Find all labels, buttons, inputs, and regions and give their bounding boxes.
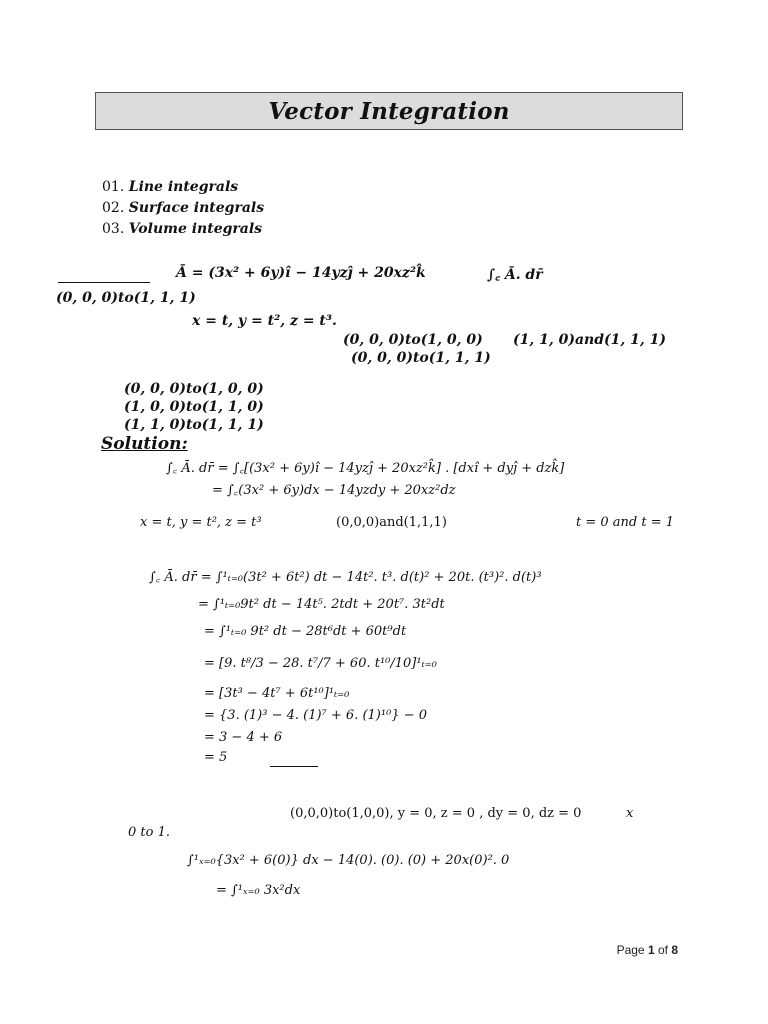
segment-1: (0, 0, 0)to(1, 0, 0) [124,381,264,397]
title-box [95,92,683,130]
path-b: (1, 1, 0)and(1, 1, 1) [513,332,666,348]
t-limits: t = 0 and t = 1 [576,515,675,530]
step-4: = [9. t⁸/3 − 28. t⁷/7 + 60. t¹⁰/10]¹ₜ₌₀ [204,656,437,671]
answer-blank [270,766,318,767]
solution-line-1: ∫꜀ Ā. dr̄ = ∫꜀[(3x² + 6y)î − 14yzĵ + 20xz²k̂] . [dxî + dyĵ + dzk̂] [166,461,565,476]
topic-label: Surface integrals [128,200,265,216]
path-a: (0, 0, 0)to(1, 0, 0) [343,332,483,348]
topic-label: Line integrals [128,179,239,195]
segment-3: (1, 1, 0)to(1, 1, 1) [124,417,264,433]
topic-number: 03. [102,221,125,237]
x-range: 0 to 1. [128,825,170,840]
endpoints: (0, 0, 0)to(1, 1, 1) [56,290,196,306]
step-5: = [3t³ − 4t⁷ + 6t¹⁰]¹ₜ₌₀ [204,686,350,701]
path-c: (0, 0, 0)to(1, 1, 1) [351,350,491,366]
page-title: Vector Integration [268,97,510,125]
topic-item-1 [102,179,238,195]
segment-1-integral: ∫¹ₓ₌₀{3x² + 6(0)} dx − 14(0). (0). (0) + 20x(0)². 0 [187,853,510,868]
step-3: = ∫¹ₜ₌₀ 9t² dt − 28t⁶dt + 60t⁹dt [204,624,407,639]
blank-line [58,282,150,283]
variable-x: x [626,806,634,821]
solution-line-2: = ∫꜀(3x² + 6y)dx − 14yzdy + 20xz²dz [212,483,456,498]
step-6: = {3. (1)³ − 4. (1)⁷ + 6. (1)¹⁰} − 0 [204,708,428,723]
segment-1-simplified: = ∫¹ₓ₌₀ 3x²dx [216,883,301,898]
step-1: ∫꜀ Ā. dr̄ = ∫¹ₜ₌₀(3t² + 6t²) dt − 14t². t³. d(t)² + 20t. (t³)². d(t)³ [149,570,542,585]
step-8: = 5 [204,750,228,765]
vector-field: Ā = (3x² + 6y)î − 14yzĵ + 20xz²k̂ [176,265,426,281]
topic-item-2 [102,200,264,216]
step-7: = 3 − 4 + 6 [204,730,283,745]
solution-heading: Solution: [101,434,188,454]
parametric-curve: x = t, y = t², z = t³. [192,313,337,329]
step-2: = ∫¹ₜ₌₀9t² dt − 14t⁵. 2tdt + 20t⁷. 3t²dt [198,597,445,612]
segment-2: (1, 0, 0)to(1, 1, 0) [124,399,264,415]
topic-item-3 [102,221,262,237]
page-indicator: Page 1 of 8 [616,943,678,957]
current-page: 1 [647,943,655,957]
topic-number: 02. [102,200,125,216]
line-integral: ∫꜀ Ā. dr̄ [487,267,543,283]
substitution: x = t, y = t², z = t³ [140,515,262,530]
topic-number: 01. [102,179,125,195]
substitution-limits: (0,0,0)and(1,1,1) [336,515,447,530]
topic-label: Volume integrals [128,221,263,237]
total-pages: 8 [671,943,678,957]
segment-1-conditions: (0,0,0)to(1,0,0), y = 0, z = 0 , dy = 0, dz = 0 [290,806,582,821]
